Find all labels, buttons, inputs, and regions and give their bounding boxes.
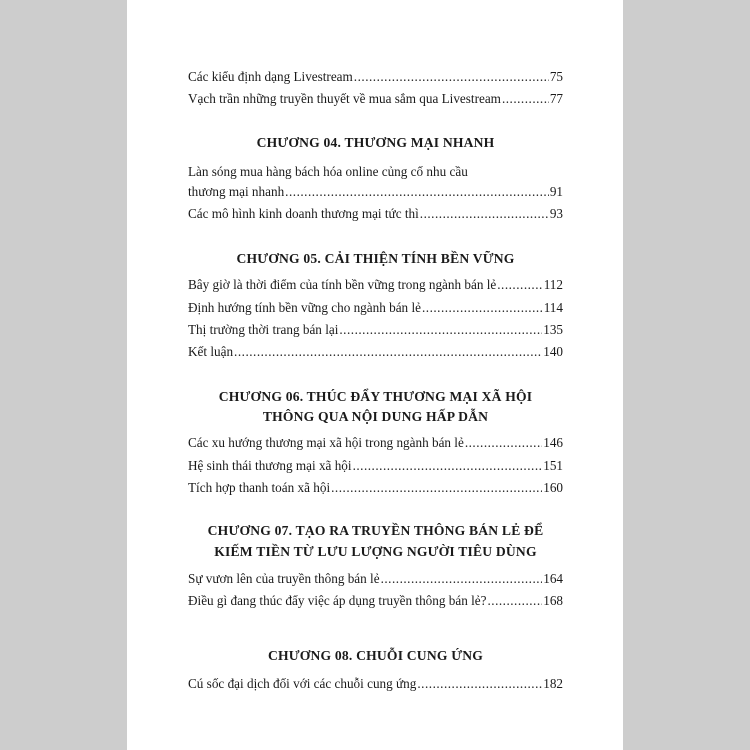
toc-leader-dots (381, 570, 543, 588)
toc-entry (188, 90, 563, 108)
toc-entry-page: 164 (543, 571, 563, 586)
toc-entry-page: 140 (543, 344, 563, 359)
toc-entry-page: 77 (549, 91, 563, 106)
toc-leader-dots (331, 479, 542, 497)
toc-leader-dots (354, 68, 549, 86)
chapter-heading: CHƯƠNG 04. THƯƠNG MẠI NHANH (256, 135, 495, 150)
toc-entry-page: 146 (543, 435, 563, 450)
toc-entry-title: Các mô hình kinh doanh thương mại tức thì (188, 206, 419, 221)
toc-leader-dots (497, 276, 542, 294)
chapter-heading-line2: KIẾM TIỀN TỪ LƯU LƯỢNG NGƯỜI TIÊU DÙNG (214, 544, 537, 559)
toc-entry (188, 321, 563, 339)
toc-entry-title: Kết luận (188, 344, 234, 359)
toc-entry-title: Các xu hướng thương mại xã hội trong ngành bán lẻ (188, 435, 464, 450)
toc-entry (188, 68, 563, 86)
toc-entry-page: 182 (543, 676, 563, 691)
toc-leader-dots (502, 90, 549, 108)
chapter-heading-line2: THÔNG QUA NỘI DUNG HẤP DẪN (262, 409, 489, 424)
toc-entry-page: 112 (543, 277, 563, 292)
toc-entry-title: Định hướng tính bền vững cho ngành bán lẻ (188, 300, 421, 315)
toc-leader-dots (487, 592, 542, 610)
toc-leader-dots (353, 457, 543, 475)
toc-entry-page: 168 (543, 593, 563, 608)
toc-entry-title: Thị trường thời trang bán lại (188, 322, 339, 337)
toc-entry-title: thương mại nhanh (188, 184, 285, 199)
chapter-heading: CHƯƠNG 08. CHUỖI CUNG ỨNG (267, 648, 484, 663)
chapter-heading: CHƯƠNG 06. THÚC ĐẨY THƯƠNG MẠI XÃ HỘI (218, 389, 533, 404)
toc-leader-dots (234, 343, 542, 361)
toc-entry-title: Hệ sinh thái thương mại xã hội (188, 458, 352, 473)
toc-entry-title-line1: Làn sóng mua hàng bách hóa online củng cố nhu cầu (188, 164, 468, 179)
toc-entry (188, 183, 563, 201)
toc-entry-page: 135 (543, 322, 563, 337)
toc-leader-dots (465, 434, 542, 452)
book-page (127, 0, 623, 750)
toc-entry (188, 592, 563, 610)
toc-leader-dots (417, 675, 542, 693)
toc-entry (188, 299, 563, 317)
toc-leader-dots (420, 205, 549, 223)
toc-entry (188, 434, 563, 452)
toc-entry (188, 570, 563, 588)
toc-entry (188, 276, 563, 294)
toc-entry-page: 160 (543, 480, 563, 495)
toc-entry (188, 675, 563, 693)
toc-entry-page: 151 (543, 458, 563, 473)
toc-entry (188, 457, 563, 475)
toc-entry-page: 91 (549, 184, 563, 199)
toc-leader-dots (422, 299, 543, 317)
toc-entry-title: Cú sốc đại dịch đối với các chuỗi cung ứng (188, 676, 417, 691)
toc-entry-title: Sự vươn lên của truyền thông bán lẻ (188, 571, 380, 586)
toc-entry-page: 114 (543, 300, 563, 315)
toc-entry-title: Vạch trần những truyền thuyết về mua sắm qua Livestream (188, 91, 501, 106)
toc-entry-title: Tích hợp thanh toán xã hội (188, 480, 331, 495)
toc-entry-page: 93 (549, 206, 563, 221)
chapter-heading: CHƯƠNG 07. TẠO RA TRUYỀN THÔNG BÁN LẺ ĐỂ (207, 523, 544, 538)
toc-entry-title: Các kiểu định dạng Livestream (188, 69, 353, 84)
toc-entry (188, 479, 563, 497)
toc-entry (188, 205, 563, 223)
toc-leader-dots (339, 321, 542, 339)
toc-entry-page: 75 (549, 69, 563, 84)
toc-entry (188, 343, 563, 361)
toc-leader-dots (285, 183, 549, 201)
toc-entry-title: Bây giờ là thời điểm của tính bền vững trong ngành bán lẻ (188, 277, 497, 292)
toc-entry-title: Điều gì đang thúc đẩy việc áp dụng truyền thông bán lẻ? (188, 593, 487, 608)
chapter-heading: CHƯƠNG 05. CẢI THIỆN TÍNH BỀN VỮNG (236, 251, 515, 266)
